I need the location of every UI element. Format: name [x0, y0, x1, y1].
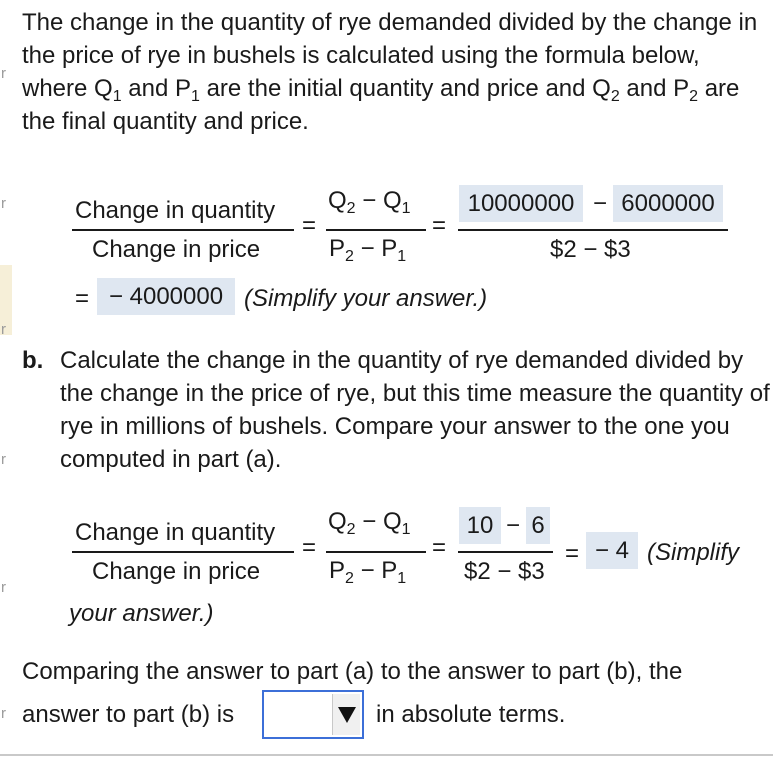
part-b-question: Calculate the change in the quantity of rye demanded divided by the change in the price of rye, but this time measure the quantity of rye in millions of bushels. Compare your answer to the one you computed in part (a).: [60, 347, 770, 473]
fraction-bar: [72, 551, 294, 553]
minus-sign: −: [506, 512, 521, 539]
edge-marker: r: [1, 65, 6, 82]
edge-marker: r: [1, 451, 6, 468]
simplify-note: (Simplify: [647, 539, 740, 566]
comparison-text: in absolute terms.: [376, 701, 566, 728]
fraction-bar: [458, 229, 728, 231]
dropdown-toggle[interactable]: [332, 694, 360, 735]
edge-marker: r: [1, 705, 6, 722]
formula-numerator: $Q_2 - Q_1$: [328, 508, 411, 538]
fraction-bar: [72, 229, 294, 231]
equals-sign: =: [302, 212, 317, 239]
simplify-note: your answer.): [69, 600, 214, 627]
fraction-bar: [458, 551, 553, 553]
fraction-bar: [326, 229, 426, 231]
ratio-numerator-label: Change in quantity: [75, 197, 276, 224]
final-quantity-answer-field[interactable]: 10: [459, 507, 501, 544]
ratio-denominator-label: Change in price: [92, 236, 261, 263]
simplify-note: (Simplify your answer.): [244, 285, 488, 312]
result-answer-field[interactable]: − 4000000: [97, 278, 235, 315]
formula-denominator: $P_2 - P_1$: [329, 557, 407, 587]
equals-sign: =: [432, 534, 447, 561]
result-answer-field[interactable]: − 4: [586, 532, 638, 569]
initial-quantity-answer-field[interactable]: 6000000: [613, 185, 723, 222]
formula-denominator: $P_2 - P_1$: [329, 235, 407, 265]
part-b-label: b.: [22, 347, 44, 374]
final-quantity-answer-field[interactable]: 10000000: [459, 185, 583, 222]
comparison-text: Comparing the answer to part (a) to the answer to part (b), the: [22, 658, 683, 685]
initial-quantity-answer-field[interactable]: 6: [526, 507, 550, 544]
minus-sign: −: [593, 190, 608, 217]
comparison-text: answer to part (b) is: [22, 701, 235, 728]
equals-sign: =: [302, 534, 317, 561]
edge-marker: r: [1, 195, 6, 212]
formula-numerator: $Q_2 - Q_1$: [328, 187, 411, 217]
equals-sign: =: [75, 285, 90, 312]
price-denominator: $2 − $3: [550, 236, 631, 263]
edge-marker: r: [1, 579, 6, 596]
ratio-denominator-label: Change in price: [92, 558, 261, 585]
part-a-intro: The change in the quantity of rye demanded divided by the change in the price of rye in bushels is calculated using the formula below, where $Q_1$ and $P_1$ are the initial quantity and price and $Q_2$ and $P_2$ are the final quantity and price.: [22, 9, 758, 135]
triangle-down-icon: [338, 707, 356, 723]
price-denominator: $2 − $3: [464, 558, 545, 585]
edge-marker: r: [1, 321, 6, 338]
divider: [0, 754, 773, 756]
fraction-bar: [326, 551, 426, 553]
ratio-numerator-label: Change in quantity: [75, 519, 276, 546]
equals-sign: =: [432, 212, 447, 239]
equals-sign: =: [565, 540, 580, 567]
comparison-dropdown[interactable]: [262, 690, 364, 739]
